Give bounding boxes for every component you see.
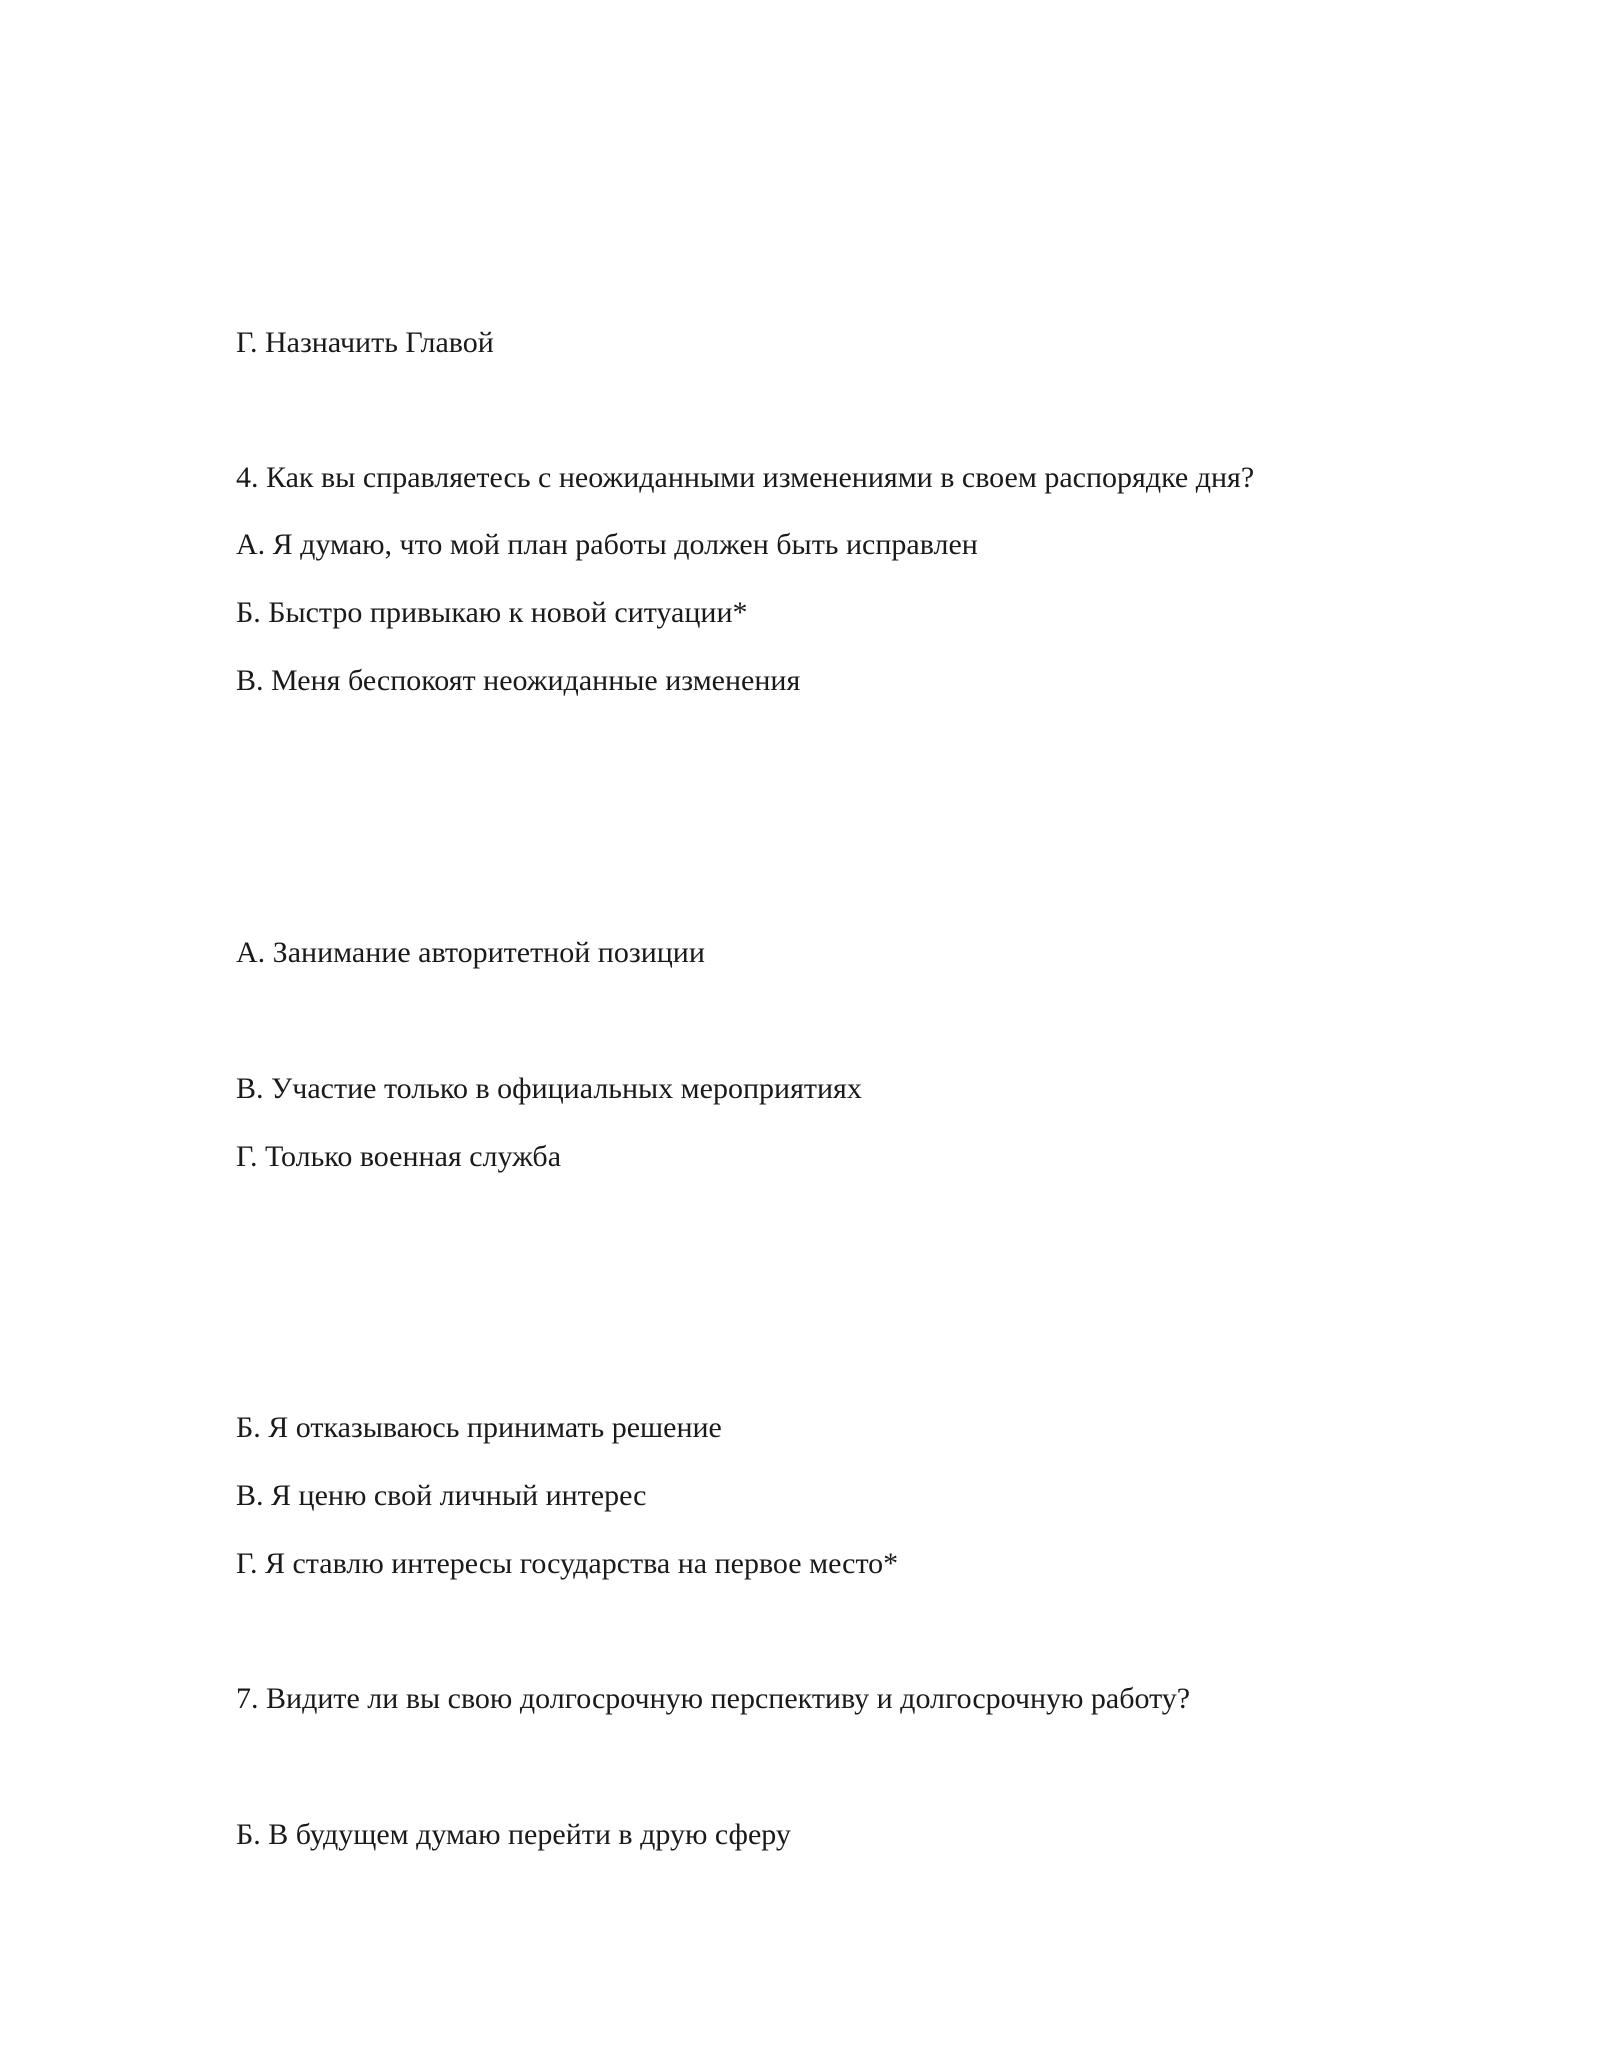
answer-option: А. Я думаю, что мой план работы должен быть исправлен bbox=[236, 528, 978, 561]
answer-option: Б. Я отказываюсь принимать решение bbox=[236, 1411, 722, 1444]
answer-option: В. Меня беспокоят неожиданные изменения bbox=[236, 664, 801, 697]
answer-option: Г. Назначить Главой bbox=[236, 326, 494, 359]
question-4: 4. Как вы справляетесь с неожиданными изменениями в своем распорядке дня? bbox=[236, 461, 1255, 494]
question-7: 7. Видите ли вы свою долгосрочную перспективу и долгосрочную работу? bbox=[236, 1682, 1191, 1715]
answer-option: Г. Я ставлю интересы государства на первое место* bbox=[236, 1547, 899, 1580]
answer-option: Г. Только военная служба bbox=[236, 1140, 562, 1173]
answer-option: Б. В будущем думаю перейти в друю сферу bbox=[236, 1818, 791, 1851]
answer-option: Б. Быстро привыкаю к новой ситуации* bbox=[236, 596, 748, 629]
answer-option: А. Занимание авторитетной позиции bbox=[236, 936, 705, 969]
answer-option: В. Участие только в официальных мероприятиях bbox=[236, 1072, 862, 1105]
answer-option: В. Я ценю свой личный интерес bbox=[236, 1479, 647, 1512]
